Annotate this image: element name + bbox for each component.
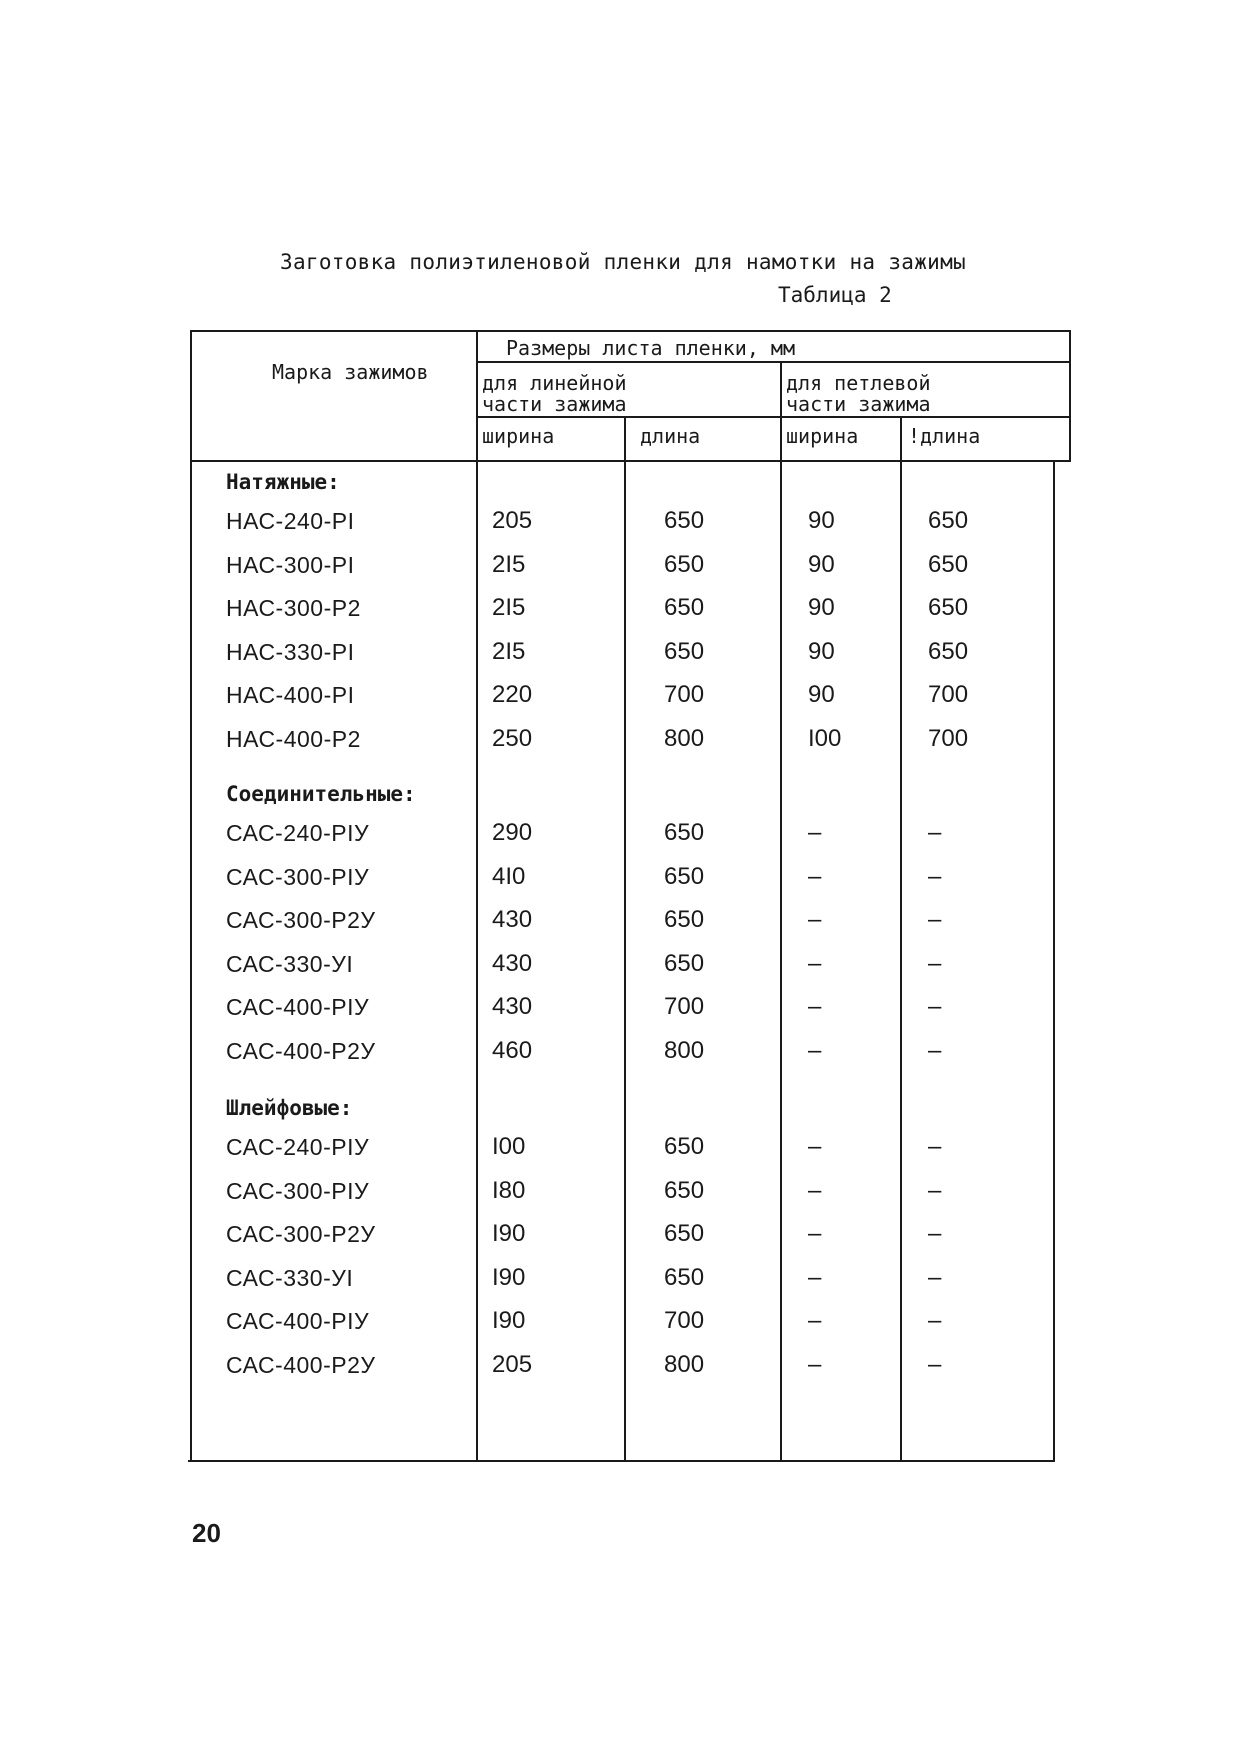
row-clamp-name: САС-400-Р2У	[226, 1351, 376, 1378]
col-divider-w2	[900, 418, 902, 1462]
cell-l1: 800	[664, 1036, 705, 1064]
row-clamp-name: НАС-330-РI	[226, 638, 355, 665]
table-bottom-border	[188, 1460, 1054, 1462]
header-linear-line2: части зажима	[482, 392, 627, 416]
cell-w1: 250	[492, 724, 533, 752]
header-length-linear: длина	[640, 424, 701, 448]
cell-l2: –	[928, 906, 942, 933]
row-clamp-name: САС-240-РIУ	[226, 1134, 370, 1160]
cell-l1: 700	[664, 1307, 705, 1334]
cell-w1: 290	[492, 819, 533, 846]
row-clamp-name: НАС-300-РI	[226, 551, 355, 578]
row-clamp-name: САС-330-УI	[226, 950, 354, 977]
row-clamp-name: НАС-300-Р2	[226, 595, 361, 621]
header-rule-sub	[476, 416, 1069, 418]
cell-w2: 90	[808, 637, 835, 665]
cell-w1: 205	[492, 507, 533, 534]
cell-w2: 90	[808, 550, 835, 578]
cell-w1: 2I5	[492, 550, 526, 578]
cell-w1: I90	[492, 1220, 526, 1247]
cell-l2: –	[928, 1036, 942, 1064]
table-caption: Заготовка полиэтиленовой пленки для намотки на зажимы	[280, 250, 966, 274]
cell-w2: –	[808, 1036, 822, 1064]
cell-w2: –	[808, 949, 822, 977]
cell-l1: 650	[664, 819, 705, 846]
cell-l2: 650	[928, 550, 969, 578]
cell-w1: 4I0	[492, 862, 526, 890]
group-title: Натяжные:	[226, 470, 340, 494]
cell-l1: 800	[664, 724, 705, 752]
cell-l2: 650	[928, 507, 969, 534]
row-clamp-name: САС-300-Р2У	[226, 1221, 376, 1247]
cell-l1: 650	[664, 1263, 705, 1291]
cell-w2: –	[808, 1133, 822, 1160]
cell-l2: –	[928, 1263, 942, 1291]
cell-l1: 650	[664, 862, 705, 890]
cell-w1: 2I5	[492, 594, 526, 621]
header-linear-line1: для линейной	[482, 371, 627, 395]
header-loop-line2: части зажима	[786, 392, 931, 416]
cell-l2: –	[928, 1176, 942, 1204]
table-left-border	[190, 330, 192, 1462]
cell-w2: –	[808, 1220, 822, 1247]
cell-l1: 700	[664, 681, 705, 708]
cell-w1: 430	[492, 906, 533, 933]
cell-l1: 650	[664, 1176, 705, 1204]
table-right-border-lower	[1053, 460, 1055, 1462]
cell-w2: –	[808, 862, 822, 890]
row-clamp-name: САС-300-РIУ	[226, 863, 370, 890]
cell-l1: 650	[664, 550, 705, 578]
cell-w2: –	[808, 993, 822, 1020]
cell-w1: I80	[492, 1176, 526, 1204]
header-width-linear: ширина	[482, 424, 555, 448]
col-divider-w1	[624, 418, 626, 1462]
page-number: 20	[192, 1518, 221, 1548]
header-brand-1: Марка зажимов	[272, 360, 429, 384]
cell-w1: I90	[492, 1263, 526, 1291]
row-clamp-name: САС-400-РIУ	[226, 994, 370, 1020]
cell-l1: 650	[664, 1133, 705, 1160]
cell-w2: 90	[808, 681, 835, 708]
col-divider-brand	[476, 330, 478, 1462]
cell-l2: –	[928, 1350, 942, 1378]
cell-l1: 650	[664, 1220, 705, 1247]
row-clamp-name: САС-300-Р2У	[226, 907, 376, 933]
group-title: Соединительные:	[226, 782, 416, 806]
cell-l2: –	[928, 1133, 942, 1160]
cell-l2: –	[928, 862, 942, 890]
col-divider-group	[780, 362, 782, 1462]
cell-l2: –	[928, 1307, 942, 1334]
cell-w2: 90	[808, 594, 835, 621]
row-clamp-name: НАС-400-Р2	[226, 725, 361, 752]
header-group: Размеры листа пленки, мм	[506, 336, 795, 360]
cell-w2: I00	[808, 724, 842, 752]
cell-l1: 650	[664, 949, 705, 977]
table-right-border	[1069, 330, 1071, 460]
row-clamp-name: САС-330-УI	[226, 1264, 354, 1291]
cell-w2: –	[808, 906, 822, 933]
cell-w1: 2I5	[492, 637, 526, 665]
cell-w1: 220	[492, 681, 533, 708]
row-clamp-name: САС-400-Р2У	[226, 1037, 376, 1064]
row-clamp-name: НАС-400-РI	[226, 682, 355, 708]
table-top-border	[190, 330, 1071, 332]
cell-l1: 700	[664, 993, 705, 1020]
cell-l1: 650	[664, 906, 705, 933]
cell-w2: 90	[808, 507, 835, 534]
cell-w1: 460	[492, 1036, 533, 1064]
cell-l1: 650	[664, 637, 705, 665]
header-length-loop: !длина	[908, 424, 981, 448]
group-title: Шлейфовые:	[226, 1096, 353, 1120]
header-loop-line1: для петлевой	[786, 371, 931, 395]
table-label: Таблица 2	[778, 283, 892, 307]
row-clamp-name: НАС-240-РI	[226, 508, 355, 534]
cell-w1: 430	[492, 949, 533, 977]
cell-w2: –	[808, 1263, 822, 1291]
row-clamp-name: САС-240-РIУ	[226, 820, 370, 846]
cell-w2: –	[808, 819, 822, 846]
cell-w1: 430	[492, 993, 533, 1020]
cell-l2: 650	[928, 594, 969, 621]
cell-l2: 700	[928, 681, 969, 708]
cell-l2: 650	[928, 637, 969, 665]
cell-w1: I90	[492, 1307, 526, 1334]
header-rule-group	[476, 361, 1069, 363]
cell-l2: –	[928, 1220, 942, 1247]
header-bottom-rule	[190, 460, 1071, 462]
cell-l2: –	[928, 819, 942, 846]
row-clamp-name: САС-300-РIУ	[226, 1177, 370, 1204]
header-width-loop: ширина	[786, 424, 859, 448]
cell-w2: –	[808, 1176, 822, 1204]
cell-l1: 650	[664, 507, 705, 534]
cell-w2: –	[808, 1307, 822, 1334]
cell-w1: 205	[492, 1350, 533, 1378]
cell-l2: –	[928, 993, 942, 1020]
cell-w1: I00	[492, 1133, 526, 1160]
cell-l1: 800	[664, 1350, 705, 1378]
cell-l1: 650	[664, 594, 705, 621]
cell-l2: 700	[928, 724, 969, 752]
cell-w2: –	[808, 1350, 822, 1378]
row-clamp-name: САС-400-РIУ	[226, 1308, 370, 1334]
cell-l2: –	[928, 949, 942, 977]
